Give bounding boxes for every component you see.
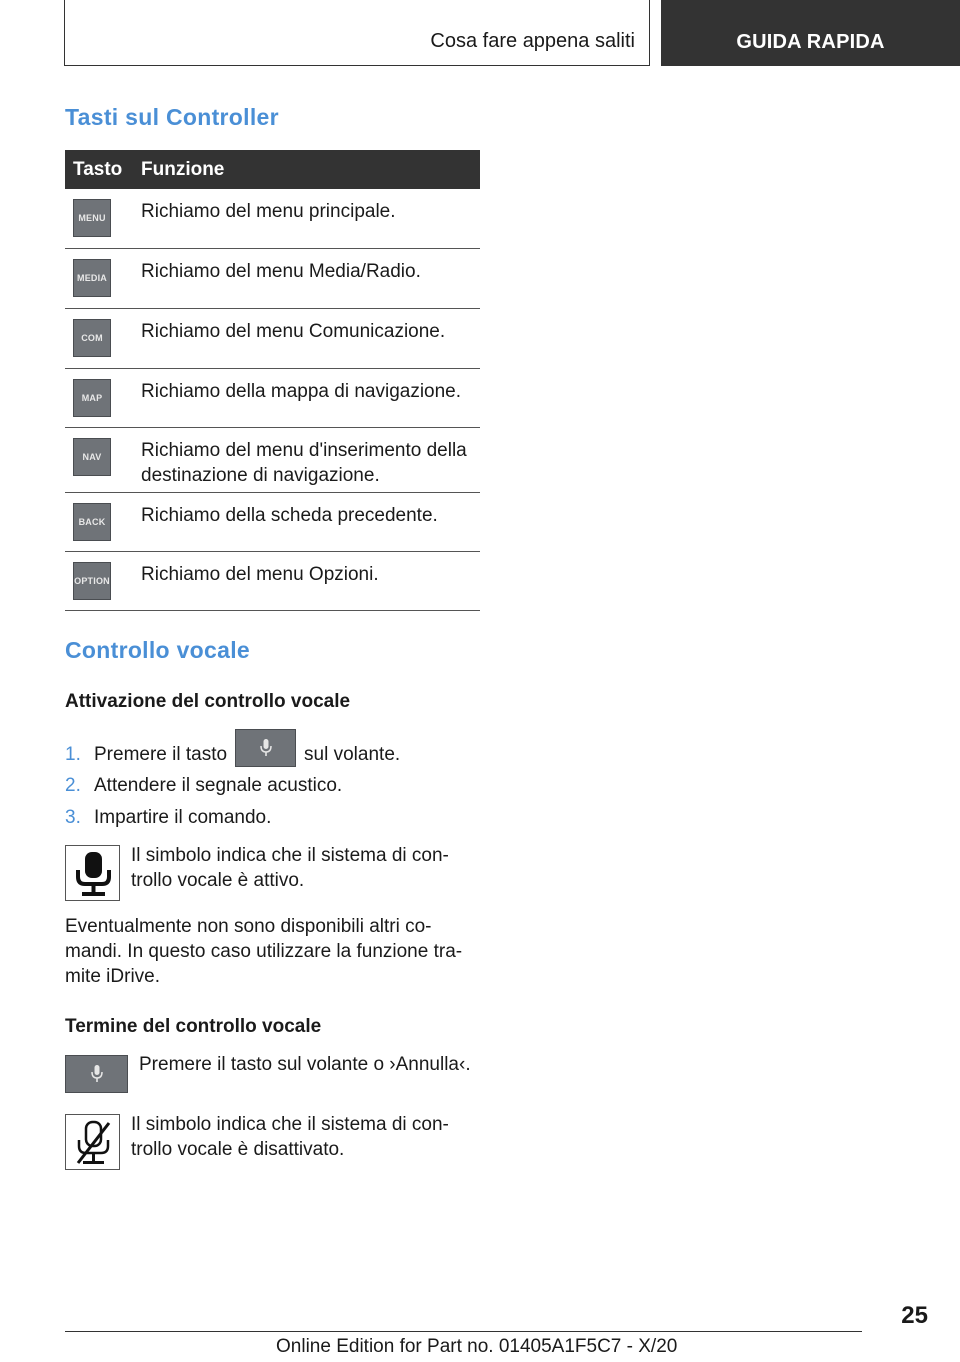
com-key-icon: COM [73,319,111,357]
table-cell-desc: Richiamo del menu Media/Radio. [141,261,421,282]
footer-divider [65,1331,862,1332]
table-row [65,309,480,369]
table-cell-desc: Richiamo della scheda precedente. [141,505,438,526]
microphone-active-icon [65,845,120,901]
microphone-off-icon [65,1114,120,1170]
nav-key-icon: NAV [73,438,111,476]
step-text-after: sul volante. [304,744,401,766]
table-row [65,552,480,611]
page-number: 25 [901,1302,928,1329]
table-cell-desc: Richiamo della mappa di navigazione. [141,381,462,402]
column-header-key: Tasto [73,158,123,180]
press-note: Premere il tasto sul volante o ›Annulla‹. [139,1054,471,1075]
controller-keys-table [65,150,480,611]
table-row [65,249,480,309]
media-key-icon: MEDIA [73,259,111,297]
table-row [65,189,480,249]
footer-edition: Online Edition for Part no. 01405A1F5C7 - X/20 [276,1336,678,1357]
header-badge: GUIDA RAPIDA [736,31,885,53]
step-text: Impartire il comando. [94,807,272,828]
table-row [65,428,480,493]
map-key-icon: MAP [73,379,111,417]
step-number: 3. [65,807,81,828]
table-cell-desc: Richiamo del menu d'inserimento della destinazione di navigazione. [141,440,467,486]
step-2 [65,775,342,797]
table-cell-desc: Richiamo del menu Opzioni. [141,564,379,585]
table-row [65,369,480,428]
column-header-function: Funzione [141,158,225,180]
back-key-icon: BACK [73,503,111,541]
menu-key-icon: MENU [73,199,111,237]
header-badge-box [661,0,960,66]
termination-heading: Termine del controllo vocale [65,1016,322,1037]
option-key-icon: OPTION [73,562,111,600]
table-row [65,493,480,552]
microphone-icon [65,1055,128,1093]
activation-heading: Attivazione del controllo vocale [65,691,351,712]
table-cell-desc: Richiamo del menu principale. [141,201,396,222]
table-header [65,150,480,189]
step-3 [65,807,271,829]
info-paragraph: Eventualmente non sono disponibili altri co-mandi. In questo caso utilizzare la funzione tra-mite iDrive. [65,916,463,987]
microphone-icon [235,729,296,767]
step-text-before: Premere il tasto [94,744,228,766]
step-number: 1. [65,744,81,766]
inactive-note: Il simbolo indica che il sistema di con-trollo vocale è disattivato. [131,1114,449,1160]
table-cell-desc: Richiamo del menu Comunicazione. [141,321,446,342]
step-number: 2. [65,775,81,796]
header-section-box [64,0,650,66]
active-note: Il simbolo indica che il sistema di con-trollo vocale è attivo. [131,845,449,891]
step-text: Attendere il segnale acustico. [94,775,343,796]
header-section-title: Cosa fare appena saliti [430,30,635,52]
voice-title: Controllo vocale [65,637,250,663]
step-1 [65,743,400,767]
controller-title: Tasti sul Controller [65,104,279,130]
